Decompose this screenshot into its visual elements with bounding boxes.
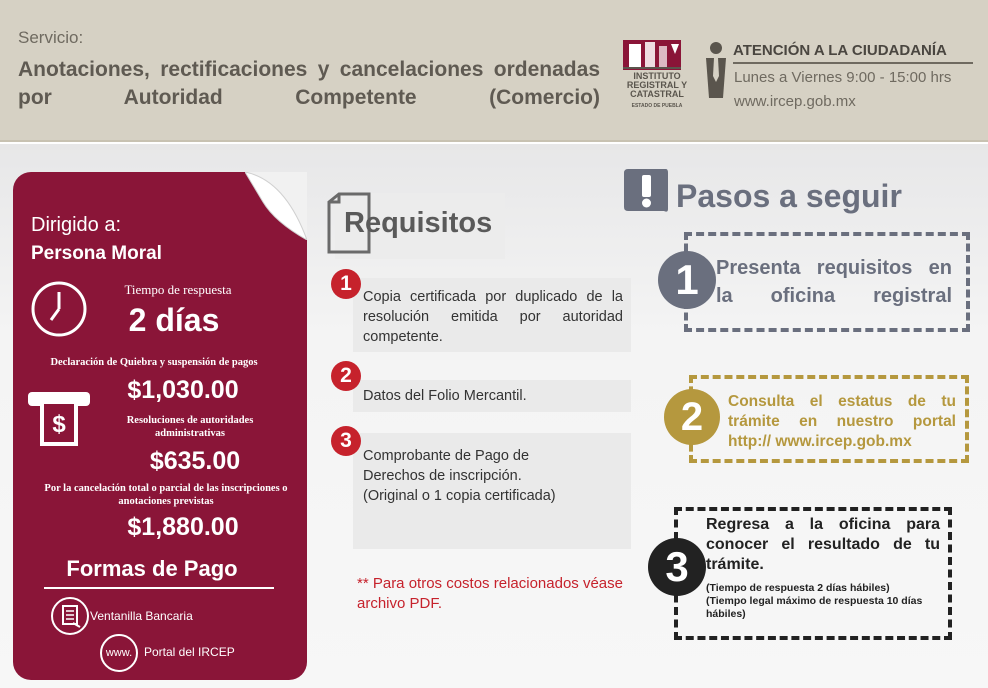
step-note-3a: (Tiempo de respuesta 2 días hábiles) bbox=[706, 582, 890, 594]
attention-website[interactable]: www.ircep.gob.mx bbox=[734, 93, 856, 110]
logo-line-2: REGISTRAL Y bbox=[626, 80, 688, 90]
attention-title: ATENCIÓN A LA CIUDADANÍA bbox=[733, 42, 947, 59]
payment-title: Formas de Pago bbox=[66, 556, 238, 581]
requirement-text-3-line-3: (Original o 1 copia certificada) bbox=[363, 488, 556, 504]
requirement-text-1: Copia certificada por duplicado de la resolución emitida por autoridad competente. bbox=[363, 289, 623, 345]
logo-text bbox=[617, 72, 697, 99]
step-note-3b: (Tiempo legal máximo de respuesta 10 días hábiles) bbox=[706, 595, 923, 620]
cost-label-1: Declaración de Quiebra y suspensión de pagos bbox=[50, 357, 258, 368]
logo-line-3: CATASTRAL bbox=[630, 89, 684, 99]
bank-receipt-icon bbox=[51, 597, 89, 635]
requirement-number-2: 2 bbox=[331, 361, 361, 391]
step-text-2[interactable]: Consulta el estatus de tu trámite en nuestro portal http:// www.ircep.gob.mx bbox=[728, 393, 956, 450]
directed-value: Persona Moral bbox=[31, 243, 162, 264]
requirement-number-1: 1 bbox=[331, 269, 361, 299]
person-tie-icon bbox=[701, 40, 731, 100]
step-number-3: 3 bbox=[648, 538, 706, 596]
payment-divider bbox=[44, 587, 274, 589]
requirement-number-3: 3 bbox=[331, 426, 361, 456]
atm-dollar-icon bbox=[26, 390, 92, 448]
www-icon: www. bbox=[100, 634, 138, 672]
requirement-text-3-line-2: Derechos de inscripción. bbox=[363, 468, 522, 484]
requirement-text-3-line-1: Comprobante de Pago de bbox=[363, 448, 530, 464]
requirement-text-3 bbox=[363, 446, 623, 506]
payment-method-bank[interactable]: Ventanilla Bancaria bbox=[90, 609, 193, 623]
requirement-text-2: Datos del Folio Mercantil. bbox=[363, 388, 527, 404]
directed-label: Dirigido a: bbox=[31, 214, 122, 236]
cost-value-1: $1,030.00 bbox=[127, 376, 239, 404]
response-time-value: 2 días bbox=[128, 302, 220, 338]
costs-note: ** Para otros costos relacionados véase archivo PDF. bbox=[357, 575, 623, 612]
cost-value-3: $1,880.00 bbox=[127, 513, 239, 541]
step-number-2: 2 bbox=[664, 389, 720, 445]
attention-hours: Lunes a Viernes 9:00 - 15:00 hrs bbox=[734, 69, 952, 86]
step-notes-3 bbox=[706, 582, 946, 621]
step-text-3: Regresa a la oficina para conocer el resultado de tu trámite. bbox=[706, 516, 940, 573]
svg-text:$: $ bbox=[52, 411, 66, 438]
step-text-1: Presenta requisitos en la oficina registral bbox=[716, 257, 952, 307]
response-time-label: Tiempo de respuesta bbox=[124, 282, 232, 297]
payment-method-portal[interactable]: Portal del IRCEP bbox=[144, 645, 235, 659]
cost-value-2: $635.00 bbox=[149, 447, 241, 475]
requirements-title: Requisitos bbox=[344, 207, 493, 239]
page-curl-icon bbox=[245, 172, 307, 240]
cost-label-3: Por la cancelación total o parcial de las inscripciones o anotaciones previstas bbox=[44, 483, 288, 507]
service-label: Servicio: bbox=[18, 28, 84, 47]
service-title: Anotaciones, rectificaciones y cancelaciones ordenadas por Autoridad Competente (Comercio) bbox=[18, 58, 600, 109]
logo-subtitle: ESTADO DE PUEBLA bbox=[631, 103, 683, 109]
cost-label-2: Resoluciones de autoridades administrativas bbox=[126, 415, 254, 439]
header bbox=[0, 0, 988, 142]
logo-line-1: INSTITUTO bbox=[633, 71, 681, 81]
steps-title: Pasos a seguir bbox=[676, 178, 902, 214]
attention-divider bbox=[733, 62, 973, 64]
alert-icon bbox=[622, 165, 670, 215]
bank-receipt-glyph bbox=[53, 599, 87, 633]
step-number-1: 1 bbox=[658, 251, 716, 309]
clock-icon bbox=[30, 280, 88, 338]
